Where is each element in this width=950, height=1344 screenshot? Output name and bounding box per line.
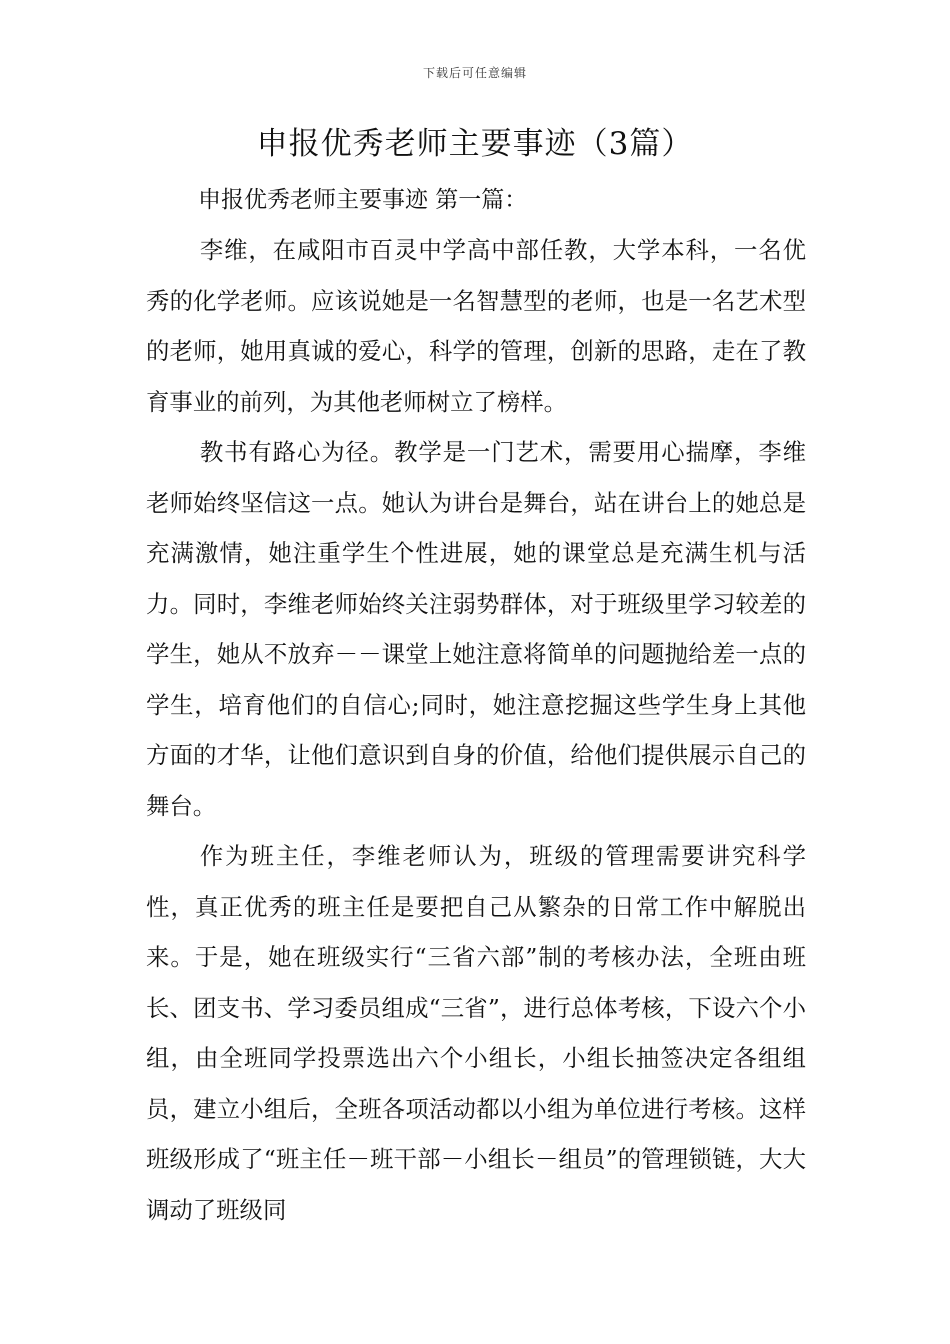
- paragraph: 教书有路心为径。教学是一门艺术，需要用心揣摩，李维老师始终坚信这一点。她认为讲台是舞台，站在讲台上的她总是充满激情，她注重学生个性进展，她的课堂总是充满生机与活力。同时，李维老师始终关注弱势群体，对于班级里学习较差的学生，她从不放弃－－课堂上她注意将简单的问题抛给差一点的学生，培育他们的自信心;同时，她注意挖掘这些学生身上其他方面的才华，让他们意识到自身的价值，给他们提供展示自己的舞台。: [146, 438, 806, 820]
- paragraph: 作为班主任，李维老师认为，班级的管理需要讲究科学性，真正优秀的班主任是要把自己从繁杂的日常工作中解脱出来。于是，她在班级实行“三省六部”制的考核办法，全班由班长、团支书、学习委员组成“三省”，进行总体考核，下设六个小组，由全班同学投票选出六个小组长，小组长抽签决定各组组员，建立小组后，全班各项活动都以小组为单位进行考核。这样班级形成了“班主任－班干部－小组长－组员”的管理锁链，大大调动了班级同: [146, 842, 806, 1224]
- document-title: 申报优秀老师主要事迹（3篇）: [256, 126, 694, 162]
- paragraph: 李维，在咸阳市百灵中学高中部任教，大学本科，一名优秀的化学老师。应该说她是一名智慧型的老师，也是一名艺术型的老师，她用真诚的爱心，科学的管理，创新的思路，走在了教育事业的前列，为其他老师树立了榜样。: [146, 236, 806, 416]
- section-subheading: 申报优秀老师主要事迹 第一篇：: [198, 187, 528, 213]
- header-note: 下载后可任意编辑: [422, 66, 527, 80]
- document-body: [146, 225, 806, 1235]
